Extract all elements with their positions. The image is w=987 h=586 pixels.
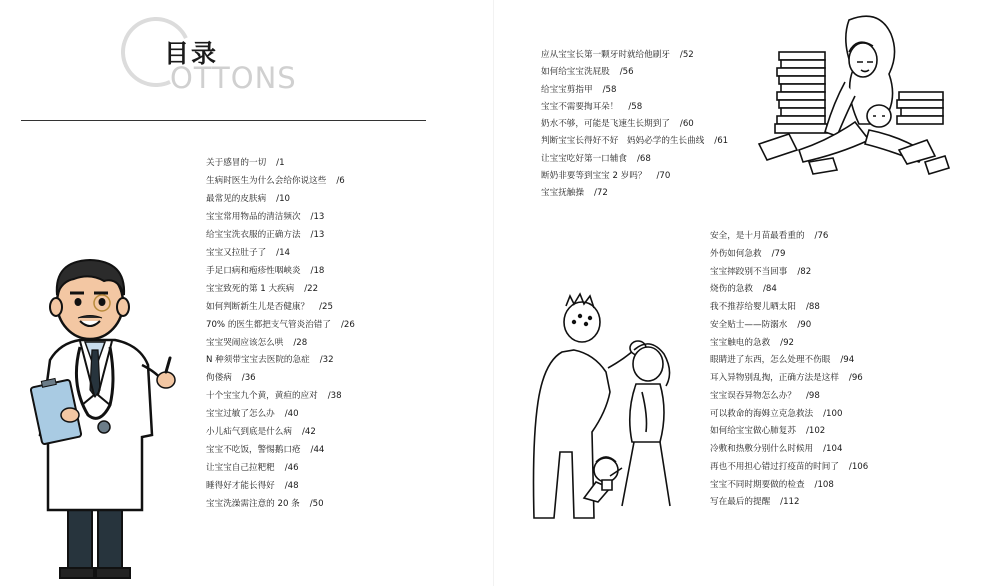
toc-entry-title: 宝宝不需要掏耳朵！ <box>541 101 619 112</box>
toc-entry-title: 关于感冒的一切 <box>206 158 267 168</box>
toc-entry-page: /61 <box>714 136 729 147</box>
toc-entry-title: 宝宝不吃饭，警惕鹅口疮 <box>206 445 301 456</box>
toc-entry-page: /42 <box>301 427 316 438</box>
toc-entry-title: 应从宝宝长第一颗牙时就给他刷牙 <box>541 50 670 60</box>
toc-entry <box>206 263 355 281</box>
toc-entry <box>710 441 868 459</box>
toc-entry-title: 生病时医生为什么会给你说这些 <box>206 175 327 186</box>
toc-entry-title: 宝宝常用物品的清洁频次 <box>206 211 301 222</box>
toc-entry-title: 睡得好才能长得好 <box>206 481 275 492</box>
toc-entry-page: /36 <box>241 373 256 384</box>
toc-entry <box>541 64 728 81</box>
toc-entry-title: 宝宝抚触操 <box>541 188 584 199</box>
toc-entry-page: /26 <box>340 319 355 330</box>
toc-entry <box>206 209 355 227</box>
toc-entry-page: /44 <box>310 445 325 456</box>
toc-entry <box>710 423 868 441</box>
toc-entry <box>710 370 868 388</box>
page-title-en: OTTONS <box>170 61 297 95</box>
toc-entry-title: 如何判断新生儿是否健康？ <box>206 301 310 312</box>
toc-entry <box>710 335 868 353</box>
toc-entry <box>541 185 728 202</box>
toc-entry <box>206 424 355 442</box>
toc-entry-page: /84 <box>762 284 777 295</box>
toc-entry-page: /22 <box>304 283 319 294</box>
toc-entry-title: 耳入异物别乱掏，正确方法是这样 <box>710 373 839 383</box>
toc-entry <box>206 335 355 353</box>
toc-entry-title: 如何给宝宝做心肺复苏 <box>710 426 796 437</box>
toc-entry <box>710 264 868 282</box>
toc-entry <box>206 173 355 191</box>
toc-entry <box>710 388 868 406</box>
toc-entry-page: /88 <box>805 302 820 312</box>
toc-entry <box>710 459 868 477</box>
toc-entry <box>206 442 355 460</box>
toc-entry-page: /38 <box>327 391 342 402</box>
toc-entry-title: 可以救命的海姆立克急救法 <box>710 408 814 419</box>
toc-entry-title: 十个宝宝九个黄，黄疸的应对 <box>206 391 318 402</box>
toc-entry-page: /104 <box>823 444 843 454</box>
toc-entry-page: /90 <box>797 319 812 330</box>
toc-entry-page: /92 <box>780 337 795 348</box>
toc-entry <box>710 228 868 246</box>
toc-entry <box>206 281 355 299</box>
toc-entry-title: 外伤如何急救 <box>710 248 762 259</box>
toc-entry-page: /102 <box>805 426 826 437</box>
toc-entry <box>206 460 355 478</box>
toc-list-right-bottom <box>710 228 868 512</box>
toc-entry <box>710 281 868 299</box>
toc-entry <box>541 151 728 168</box>
dad-mom-child-illustration <box>514 292 696 520</box>
toc-entry <box>710 494 868 512</box>
toc-list-right-top <box>541 47 728 203</box>
toc-entry-page: /32 <box>319 355 334 366</box>
toc-entry <box>710 406 868 424</box>
toc-entry-page: /56 <box>619 67 634 78</box>
toc-entry <box>206 478 355 496</box>
toc-entry-page: /112 <box>780 497 800 508</box>
toc-entry-title: 宝宝又拉肚子了 <box>206 247 267 258</box>
toc-entry-title: 让宝宝自己拉粑粑 <box>206 463 275 474</box>
toc-entry-page: /18 <box>310 265 325 276</box>
left-page <box>0 0 493 586</box>
toc-entry <box>206 317 355 335</box>
toc-entry-title: 宝宝哭闹应该怎么哄 <box>206 337 284 348</box>
toc-entry-page: /60 <box>679 119 694 130</box>
toc-entry-page: /52 <box>679 50 694 60</box>
toc-entry-title: 小儿疝气到底是什么病 <box>206 427 292 438</box>
toc-entry-title: 眼睛进了东西，怎么处理不伤眼 <box>710 355 831 366</box>
toc-entry <box>541 168 728 185</box>
toc-entry-title: 手足口病和疱疹性咽峡炎 <box>206 265 301 276</box>
toc-entry-page: /68 <box>636 153 651 164</box>
toc-entry-title: 宝宝误吞异物怎么办？ <box>710 390 796 401</box>
mother-books-illustration <box>749 12 959 184</box>
toc-entry <box>206 406 355 424</box>
toc-entry <box>541 116 728 133</box>
toc-entry-title: 宝宝洗澡需注意的 20 条 <box>206 499 300 510</box>
toc-entry-title: 70% 的医生都把支气管炎治错了 <box>206 319 331 330</box>
toc-entry-page: /58 <box>602 84 617 95</box>
toc-entry-page: /28 <box>293 337 308 348</box>
doctor-illustration <box>30 255 180 580</box>
toc-entry-page: /40 <box>284 409 299 420</box>
toc-entry <box>206 155 355 173</box>
toc-entry-page: /98 <box>805 390 820 401</box>
toc-entry-title: 再也不用担心错过打疫苗的时间了 <box>710 461 839 472</box>
toc-entry-title: 给宝宝剪指甲 <box>541 84 593 95</box>
toc-entry-title: 断奶非要等到宝宝 2 岁吗？ <box>541 171 647 182</box>
toc-entry <box>710 477 868 495</box>
toc-list-left <box>206 155 355 514</box>
toc-entry-title: 烧伤的急救 <box>710 284 753 295</box>
toc-entry-page: /106 <box>848 461 869 472</box>
toc-entry-title: N 种须带宝宝去医院的急症 <box>206 355 310 366</box>
toc-entry <box>206 352 355 370</box>
toc-entry-title: 给宝宝洗衣服的正确方法 <box>206 229 301 240</box>
toc-entry-title: 宝宝摔跤别不当回事 <box>710 266 788 277</box>
toc-entry <box>206 299 355 317</box>
toc-entry <box>541 82 728 99</box>
toc-entry-page: /50 <box>309 499 324 510</box>
toc-entry-page: /10 <box>276 193 291 204</box>
toc-entry <box>541 133 728 150</box>
toc-entry-page: /96 <box>848 373 863 383</box>
toc-entry <box>206 227 355 245</box>
toc-entry-page: /100 <box>823 408 843 419</box>
toc-entry-title: 宝宝触电的急救 <box>710 337 771 348</box>
toc-entry-page: /1 <box>276 158 285 168</box>
page-title: 目录 <box>164 39 219 68</box>
toc-entry <box>206 388 355 406</box>
toc-entry-page: /70 <box>656 171 671 182</box>
toc-entry-title: 宝宝不同时期要做的检查 <box>710 479 805 490</box>
toc-entry-title: 宝宝过敏了怎么办 <box>206 409 275 420</box>
toc-entry-page: /82 <box>797 266 812 277</box>
toc-entry-page: /94 <box>840 355 855 366</box>
toc-entry-page: /13 <box>310 211 325 222</box>
toc-entry-title: 判断宝宝长得好不好 妈妈必学的生长曲线 <box>541 136 705 147</box>
toc-entry-title: 奶水不够，可能是飞速生长期到了 <box>541 119 670 130</box>
toc-entry-title: 冷敷和热敷分别什么时候用 <box>710 444 814 454</box>
toc-entry-title: 安全贴士——防溺水 <box>710 319 788 330</box>
toc-entry-page: /58 <box>628 101 643 112</box>
toc-entry-title: 如何给宝宝洗屁股 <box>541 67 610 78</box>
toc-entry-page: /14 <box>276 247 291 258</box>
toc-entry-page: /48 <box>284 481 299 492</box>
toc-entry-page: /13 <box>310 229 325 240</box>
toc-entry-title: 安全，是十月苗最看重的 <box>710 231 805 241</box>
toc-entry <box>206 191 355 209</box>
toc-entry <box>710 317 868 335</box>
toc-entry <box>710 352 868 370</box>
toc-entry-title: 佝偻病 <box>206 373 232 384</box>
toc-entry <box>206 245 355 263</box>
toc-entry-page: /6 <box>336 175 345 186</box>
header-rule <box>21 120 426 121</box>
toc-entry <box>710 246 868 264</box>
toc-entry <box>541 47 728 64</box>
toc-entry <box>206 370 355 388</box>
toc-entry-page: /79 <box>771 248 786 259</box>
toc-entry-page: /108 <box>814 479 834 490</box>
toc-entry <box>206 496 355 514</box>
toc-entry-title: 写在最后的提醒 <box>710 497 771 508</box>
toc-entry <box>710 299 868 317</box>
toc-entry-title: 让宝宝吃好第一口辅食 <box>541 153 627 164</box>
toc-entry-page: /46 <box>284 463 299 474</box>
toc-entry-page: /76 <box>814 231 829 241</box>
toc-entry-title: 我不推荐给婴儿晒太阳 <box>710 302 796 312</box>
right-page <box>494 0 987 586</box>
toc-entry-title: 宝宝致死的第 1 大疾病 <box>206 283 295 294</box>
toc-entry-title: 最常见的皮肤病 <box>206 193 267 204</box>
toc-entry <box>541 99 728 116</box>
toc-entry-page: /25 <box>319 301 333 312</box>
toc-entry-page: /72 <box>593 188 608 199</box>
